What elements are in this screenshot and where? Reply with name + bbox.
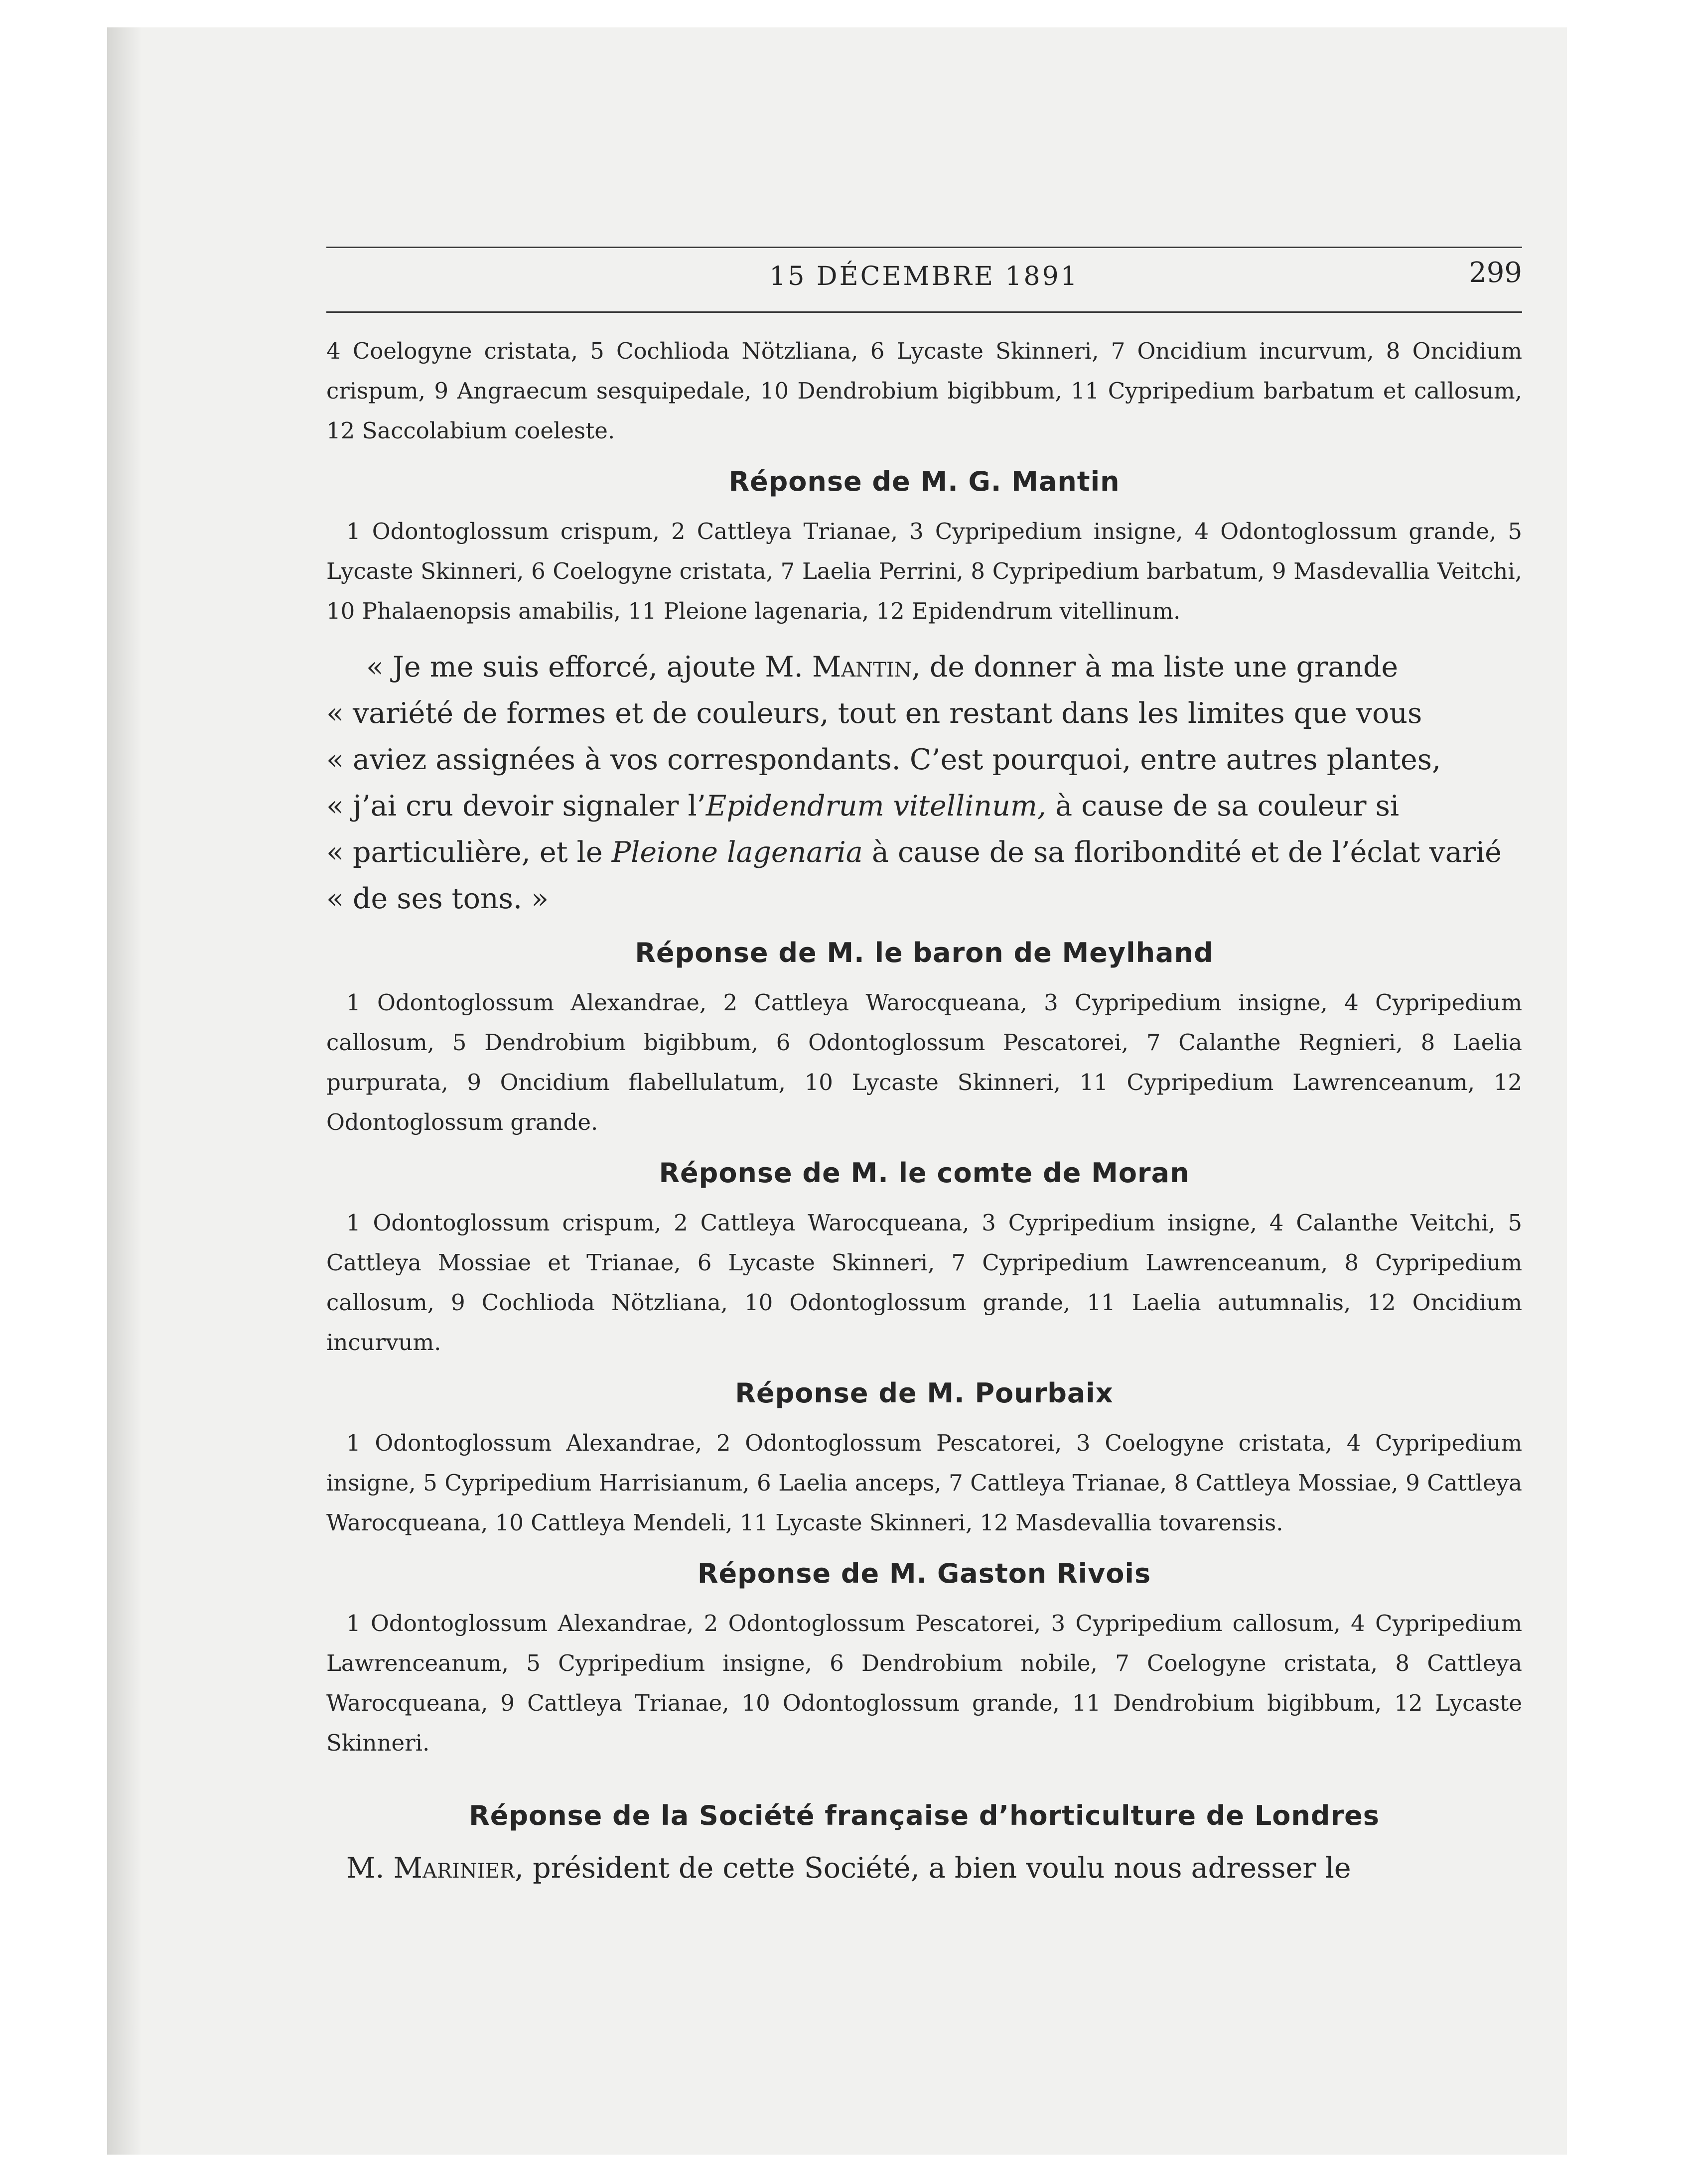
body-text [326,331,1522,1891]
quote-line-3: « aviez assignées à vos correspondants. C’est pourquoi, entre autres plantes, [326,743,1441,776]
list-rivois: 1 Odontoglossum Alexandrae, 2 Odontoglossum Pescatorei, 3 Cypripedium callosum, 4 Cypripedium Lawrenceanum, 5 Cypripedium insigne, 6 Dendrobium nobile, 7 Coelogyne cristata, 8 Cattleya Warocqueana, 9 Cattleya Trianae, 10 Odontoglossum grande, 11 Dendrobium bigibbum, 12 Lycaste Skinneri. [326,1610,1522,1756]
quote-line-4: « j’ai cru devoir signaler l’Epidendrum vitellinum, à cause de sa couleur si [326,790,1400,822]
scanned-page [107,27,1567,2155]
heading-mantin: Réponse de M. G. Mantin [728,466,1120,497]
intro-list: 4 Coelogyne cristata, 5 Cochlioda Nötzliana, 6 Lycaste Skinneri, 7 Oncidium incurvum, 8 Oncidium crispum, 9 Angraecum sesquipedale, 10 Dendrobium bigibbum, 11 Cypripedium barbatum et callosum, 12 Saccolabium coeleste. [326,338,1522,444]
quote-line-5: « particulière, et le Pleione lagenaria à cause de sa floribondité et de l’éclat varié [326,836,1502,869]
species-italic: Epidendrum vitellinum, [705,790,1047,822]
quote-mantin [326,644,1522,922]
heading-moran: Réponse de M. le comte de Moran [659,1157,1190,1189]
societe-text: M. Marinier, président de cette Société, a bien voulu nous adresser le [346,1852,1351,1885]
header-rule-top [326,247,1522,248]
list-pourbaix: 1 Odontoglossum Alexandrae, 2 Odontoglossum Pescatorei, 3 Coelogyne cristata, 4 Cypripedium insigne, 5 Cypripedium Harrisianum, 6 Laelia anceps, 7 Cattleya Trianae, 8 Cattleya Mossiae, 9 Cattleya Warocqueana, 10 Cattleya Mendeli, 11 Lycaste Skinneri, 12 Masdevallia tovarensis. [326,1430,1522,1536]
author-name: Mantin [812,651,912,683]
heading-meylhand: Réponse de M. le baron de Meylhand [635,937,1214,968]
heading-pourbaix: Réponse de M. Pourbaix [735,1377,1114,1409]
running-head [326,257,1522,306]
list-meylhand: 1 Odontoglossum Alexandrae, 2 Cattleya Warocqueana, 3 Cypripedium insigne, 4 Cypripedium callosum, 5 Dendrobium bigibbum, 6 Odontoglossum Pescatorei, 7 Calanthe Regnieri, 8 Laelia purpurata, 9 Oncidium flabellulatum, 10 Lycaste Skinneri, 11 Cypripedium Lawrenceanum, 12 Odontoglossum grande. [326,989,1522,1135]
quote-line-1: « Je me suis efforcé, ajoute M. Mantin, de donner à ma liste une grande [366,651,1399,683]
page-number: 299 [1469,257,1522,289]
list-mantin: 1 Odontoglossum crispum, 2 Cattleya Trianae, 3 Cypripedium insigne, 4 Odontoglossum grande, 5 Lycaste Skinneri, 6 Coelogyne cristata, 7 Laelia Perrini, 8 Cypripedium barbatum, 9 Masdevallia Veitchi, 10 Phalaenopsis amabilis, 11 Pleione lagenaria, 12 Epidendrum vitellinum. [326,518,1522,624]
president-name: Marinier [393,1852,515,1885]
page-content [326,247,1522,2020]
list-moran: 1 Odontoglossum crispum, 2 Cattleya Warocqueana, 3 Cypripedium insigne, 4 Calanthe Veitchi, 5 Cattleya Mossiae et Trianae, 6 Lycaste Skinneri, 7 Cypripedium Lawrenceanum, 8 Cypripedium callosum, 9 Cochlioda Nötzliana, 10 Odontoglossum grande, 11 Laelia autumnalis, 12 Oncidium incurvum. [326,1210,1522,1356]
heading-societe: Réponse de la Société française d’horticulture de Londres [469,1800,1380,1831]
quote-line-2: « variété de formes et de couleurs, tout en restant dans les limites que vous [326,697,1422,730]
heading-rivois: Réponse de M. Gaston Rivois [697,1558,1151,1589]
quote-line-6: « de ses tons. » [326,882,549,915]
species-italic: Pleione lagenaria [611,836,863,869]
running-title: 15 DÉCEMBRE 1891 [769,262,1079,291]
header-rule-bottom [326,311,1522,313]
